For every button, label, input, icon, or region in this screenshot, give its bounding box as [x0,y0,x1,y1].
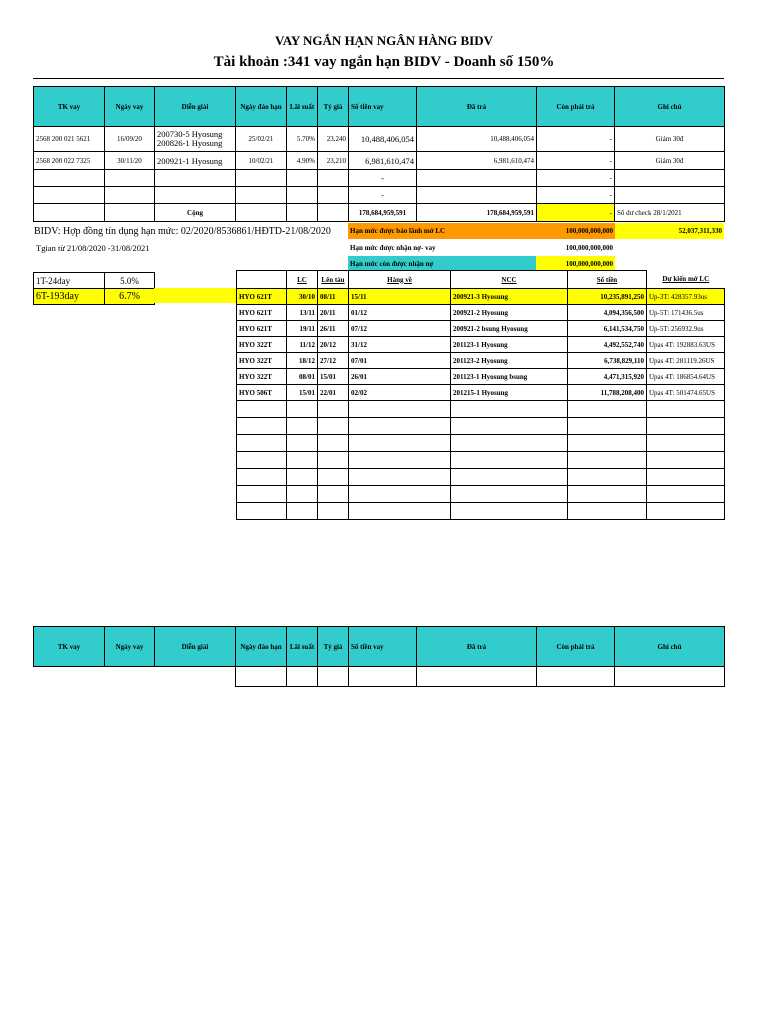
dien-giai-line: 200730-5 Hyosung [157,129,223,139]
lc-row [237,305,725,321]
col-ngay-vay: Ngày vay [105,627,155,667]
total-so-tien: 178,684,959,591 [349,204,417,222]
lc-row [237,353,725,369]
page-title: VAY NGẮN HẠN NGÂN HÀNG BIDV [274,33,493,48]
cell-ngay: 30/11/20 [105,152,155,170]
lc-row-empty [237,469,725,486]
cell-tk: 2568 200 021 5621 [34,127,105,152]
lc-ma: HYO 621T [237,305,287,321]
lc-len-tau: 08/11 [318,289,349,305]
lc-row [237,369,725,385]
lc-date: 13/11 [287,305,318,321]
lc-du-kien: Upas 4T: 281119.26US [647,353,725,369]
total-label: Cộng [155,204,236,222]
debt-value: 100,000,000,000 [565,243,613,252]
lc-row-empty [237,435,725,452]
guarantee-label: Hạn mức được bảo lãnh mở LC [348,223,536,239]
lc-len-tau: 26/11 [318,321,349,337]
cell-ghi-chu: Giảm 30đ [615,152,725,170]
col-ngay-vay: Ngày vay [105,87,155,127]
rate-table [33,272,155,305]
lc-head-hang-ve: Hàng về [349,271,451,289]
rate-row [34,273,155,289]
lc-table [236,270,725,520]
cell-dien-giai [155,127,236,152]
cell-dash: - [349,170,417,187]
lc-head-so-tien: Số tiền [568,271,647,289]
lc-so-tien: 6,141,534,750 [568,321,647,337]
table-row [34,170,725,187]
cell-dao-han: 25/02/21 [236,127,287,152]
lc-row [237,321,725,337]
lc-so-tien: 4,094,356,500 [568,305,647,321]
lc-ma: HYO 621T [237,289,287,305]
total-da-tra: 178,684,959,591 [417,204,537,222]
lc-du-kien: Upas 4T: 186854.64US [647,369,725,385]
col-ngay-dao-han: Ngày đáo hạn [236,627,287,667]
lc-ncc: 200921-2 Hyosung [451,305,568,321]
col-da-tra: Đã trả [417,87,537,127]
lc-ma: HYO 506T [237,385,287,401]
cell-so-tien: 10,488,406,054 [349,127,417,152]
lc-so-tien: 4,471,315,920 [568,369,647,385]
lc-hang-ve: 07/12 [349,321,451,337]
lc-so-tien: 6,738,829,110 [568,353,647,369]
lc-head-len-tau: Lên tàu [318,271,349,289]
lc-row [237,289,725,305]
loan-table-2 [33,626,725,687]
lc-row-empty [237,503,725,520]
col-con-phai-tra: Còn phải trả [537,87,615,127]
page-subtitle: Tài khoản :341 vay ngắn hạn BIDV - Doanh số 150% [213,54,555,70]
lc-row-empty [237,452,725,469]
total-con-phai-tra: - [537,204,615,222]
lc-date: 15/01 [287,385,318,401]
lc-date: 18/12 [287,353,318,369]
col-ty-gia: Tỷ giá [318,627,349,667]
lc-ma: HYO 322T [237,353,287,369]
loan-table-2-header [34,627,725,667]
lc-date: 11/12 [287,337,318,353]
cell-dash: - [537,170,615,187]
col-da-tra: Đã trả [417,627,537,667]
rate-term: 1T-24day [34,273,105,289]
col-ghi-chu: Ghi chú [615,87,725,127]
col-lai-suat: Lãi suất [287,87,318,127]
lc-hang-ve: 26/01 [349,369,451,385]
cell-ghi-chu: Giảm 30đ [615,127,725,152]
col-ty-gia: Tỷ giá [318,87,349,127]
cell-dao-han: 10/02/21 [236,152,287,170]
lc-date: 19/11 [287,321,318,337]
col-dien-giai: Diễn giải [155,87,236,127]
lc-head-du-kien: Dự kiến mở LC [662,275,710,284]
rate-value: 5.0% [105,273,155,289]
table-row [34,152,725,170]
cell-dash: - [349,187,417,204]
lc-ma: HYO 322T [237,337,287,353]
lc-hang-ve: 15/11 [349,289,451,305]
cell-lai-suat: 5.70% [287,127,318,152]
remaining-label: Hạn mức còn được nhận nợ [348,256,536,271]
limit-row-debt [348,239,724,256]
lc-hang-ve: 02/02 [349,385,451,401]
lc-row-empty [237,401,725,418]
so-du-check: Số dư check 28/1/2021 [615,204,725,222]
lc-table-header [237,271,725,289]
cell-tk: 2568 200 022 7325 [34,152,105,170]
cell-con-phai-tra: - [537,127,615,152]
limit-row-guarantee [348,223,724,239]
lc-ma: HYO 621T [237,321,287,337]
loan-table [33,86,725,222]
col-tk-vay: TK vay [34,627,105,667]
lc-hang-ve: 01/12 [349,305,451,321]
title-divider [33,78,724,79]
table-row [34,127,725,152]
lc-du-kien: Up-5T: 256932.9us [647,321,725,337]
guarantee-value: 100,000,000,000 [536,223,615,239]
cell-da-tra: 10,488,406,054 [417,127,537,152]
limit-row-remaining [348,256,724,271]
col-so-tien-vay: Số tiền vay [349,87,417,127]
lc-len-tau: 20/11 [318,305,349,321]
table-row [34,667,725,687]
lc-row-empty [237,486,725,503]
rate-row [34,289,155,305]
lc-du-kien: Upas 4T: 192883.63US [647,337,725,353]
lc-row-empty [237,418,725,435]
lc-len-tau: 27/12 [318,353,349,369]
contract-note: BIDV: Hợp đồng tín dụng hạn mức: 02/2020/8536861/HĐTD-21/08/2020 [34,226,331,237]
cell-dash: - [537,187,615,204]
cell-con-phai-tra: - [537,152,615,170]
debt-label: Hạn mức được nhận nợ- vay [350,243,436,252]
lc-ncc: 201215-1 Hyosung [451,385,568,401]
col-so-tien-vay: Số tiền vay [349,627,417,667]
rate-value: 6.7% [105,289,155,305]
lc-row [237,385,725,401]
lc-ma: HYO 322T [237,369,287,385]
dien-giai-line: 200826-1 Hyosung [157,138,223,148]
col-con-phai-tra: Còn phải trả [537,627,615,667]
lc-so-tien: 11,788,208,400 [568,385,647,401]
lc-date: 30/10 [287,289,318,305]
lc-so-tien: 10,235,891,250 [568,289,647,305]
col-lai-suat: Lãi suất [287,627,318,667]
col-tk-vay: TK vay [34,87,105,127]
lc-len-tau: 15/01 [318,369,349,385]
lc-ncc: 201123-1 Hyosung bsung [451,369,568,385]
lc-head-ncc: NCC [451,271,568,289]
cell-ty-gia: 23,210 [318,152,349,170]
lc-ncc: 200921-2 bsung Hyosung [451,321,568,337]
col-ghi-chu: Ghi chú [615,627,725,667]
cell-ngay: 16/09/20 [105,127,155,152]
col-ngay-dao-han: Ngày đáo hạn [236,87,287,127]
lc-hang-ve: 31/12 [349,337,451,353]
cell-da-tra: 6,981,610,474 [417,152,537,170]
cell-ty-gia: 23,240 [318,127,349,152]
guarantee-extra: 52,037,311,330 [615,223,724,239]
lc-date: 08/01 [287,369,318,385]
cell-dien-giai: 200921-1 Hyosung [155,152,236,170]
lc-ncc: 201123-1 Hyosung [451,337,568,353]
lc-ncc: 200921-3 Hyosung [451,289,568,305]
loan-table-header [34,87,725,127]
cell-lai-suat: 4.90% [287,152,318,170]
limits-table [348,223,724,271]
period-note: Tgian từ 21/08/2020 -31/08/2021 [36,243,150,253]
lc-head-lc: LC [287,271,318,289]
col-dien-giai: Diễn giải [155,627,236,667]
lc-du-kien: Up-5T: 171436.5us [647,305,725,321]
total-row [34,204,725,222]
lc-du-kien: Up-3T: 428357.93us [647,289,725,305]
table-row [34,187,725,204]
remaining-value: 100,000,000,000 [536,256,615,271]
lc-ncc: 201123-2 Hyosung [451,353,568,369]
lc-len-tau: 22/01 [318,385,349,401]
cell-so-tien: 6,981,610,474 [349,152,417,170]
lc-len-tau: 20/12 [318,337,349,353]
lc-hang-ve: 07/01 [349,353,451,369]
highlight-strip [154,288,236,303]
lc-row [237,337,725,353]
lc-so-tien: 4,492,552,740 [568,337,647,353]
rate-term: 6T-193day [34,289,105,305]
lc-du-kien: Upas 4T: 501474.65US [647,385,725,401]
